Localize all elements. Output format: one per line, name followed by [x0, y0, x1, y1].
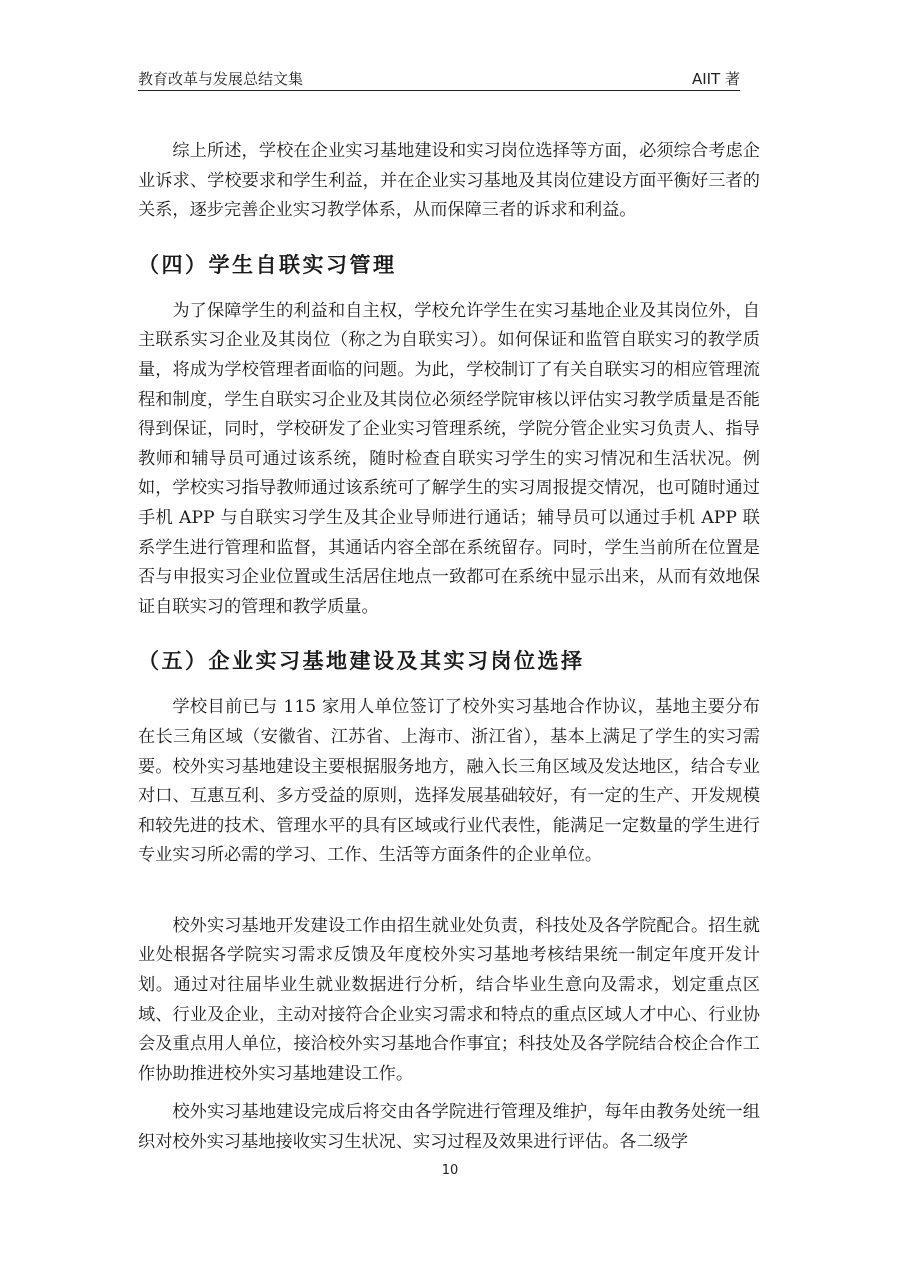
- page-body: [138, 137, 760, 1158]
- page-number: 10: [441, 1163, 459, 1178]
- header-author: AIIT 著: [691, 70, 740, 88]
- paragraph-base-development: 校外实习基地开发建设工作由招生就业处负责，科技处及各学院配合。招生就业处根据各学院实习需求反馈及年度校外实习基地考核结果统一制定年度开发计划。通过对往届毕业生就业数据进行分析，结合毕业生意向及需求，划定重点区域、行业及企业，主动对接符合企业实习需求和特点的重点区域人才中心、行业协会及重点用人单位，接洽校外实习基地合作事宜；科技处及各学院结合校企合作工作协助推进校外实习基地建设工作。: [138, 915, 760, 1084]
- paragraph-self-arranged-internship: 为了保障学生的利益和自主权，学校允许学生在实习基地企业及其岗位外，自主联系实习企业及其岗位（称之为自联实习）。如何保证和监管自联实习的教学质量，将成为学校管理者面临的问题。为此，学校制订了有关自联实习的相应管理流程和制度，学生自联实习企业及其岗位必须经学院审核以评估实习教学质量是否能得到保证，同时，学校研发了企业实习管理系统，学院分管企业实习负责人、指导教师和辅导员可通过该系统，随时检查自联实习学生的实习情况和生活状况。例如，学校实习指导教师通过该系统可了解学生的实习周报提交情况，也可随时通过手机 APP 与自联实习学生及其企业导师进行通话；辅导员可以通过手机 APP 联系学生进行管理和监督，其通话内容全部在系统留存。同时，学生当前所在位置是否与申报实习企业位置或生活居住地点一致都可在系统中显示出来，从而有效地保证自联实习的管理和教学质量。: [138, 300, 760, 617]
- paragraph-base-management: 校外实习基地建设完成后将交由各学院进行管理及维护，每年由教务处统一组织对校外实习基地接收实习生状况、实习过程及效果进行评估。各二级学: [138, 1102, 760, 1153]
- section-heading-4: （四）学生自联实习管理: [138, 252, 397, 277]
- paragraph-base-overview: 学校目前已与 115 家用人单位签订了校外实习基地合作协议，基地主要分布在长三角区域（安徽省、江苏省、上海市、浙江省），基本上满足了学生的实习需要。校外实习基地建设主要根据服务地方，融入长三角区域及发达地区，结合专业对口、互惠互利、多方受益的原则，选择发展基础较好，有一定的生产、开发规模和较先进的技术、管理水平的具有区域或行业代表性，能满足一定数量的学生进行专业实习所必需的学习、工作、生活等方面条件的企业单位。: [138, 697, 760, 866]
- section-heading-5: （五）企业实习基地建设及其实习岗位选择: [138, 649, 585, 674]
- page-header: [138, 66, 740, 91]
- header-title: 教育改革与发展总结文集: [138, 70, 304, 88]
- paragraph-summary: 综上所述，学校在企业实习基地建设和实习岗位选择等方面，必须综合考虑企业诉求、学校要求和学生利益，并在企业实习基地及其岗位建设方面平衡好三者的关系，逐步完善企业实习教学体系，从而保障三者的诉求和利益。: [138, 141, 760, 221]
